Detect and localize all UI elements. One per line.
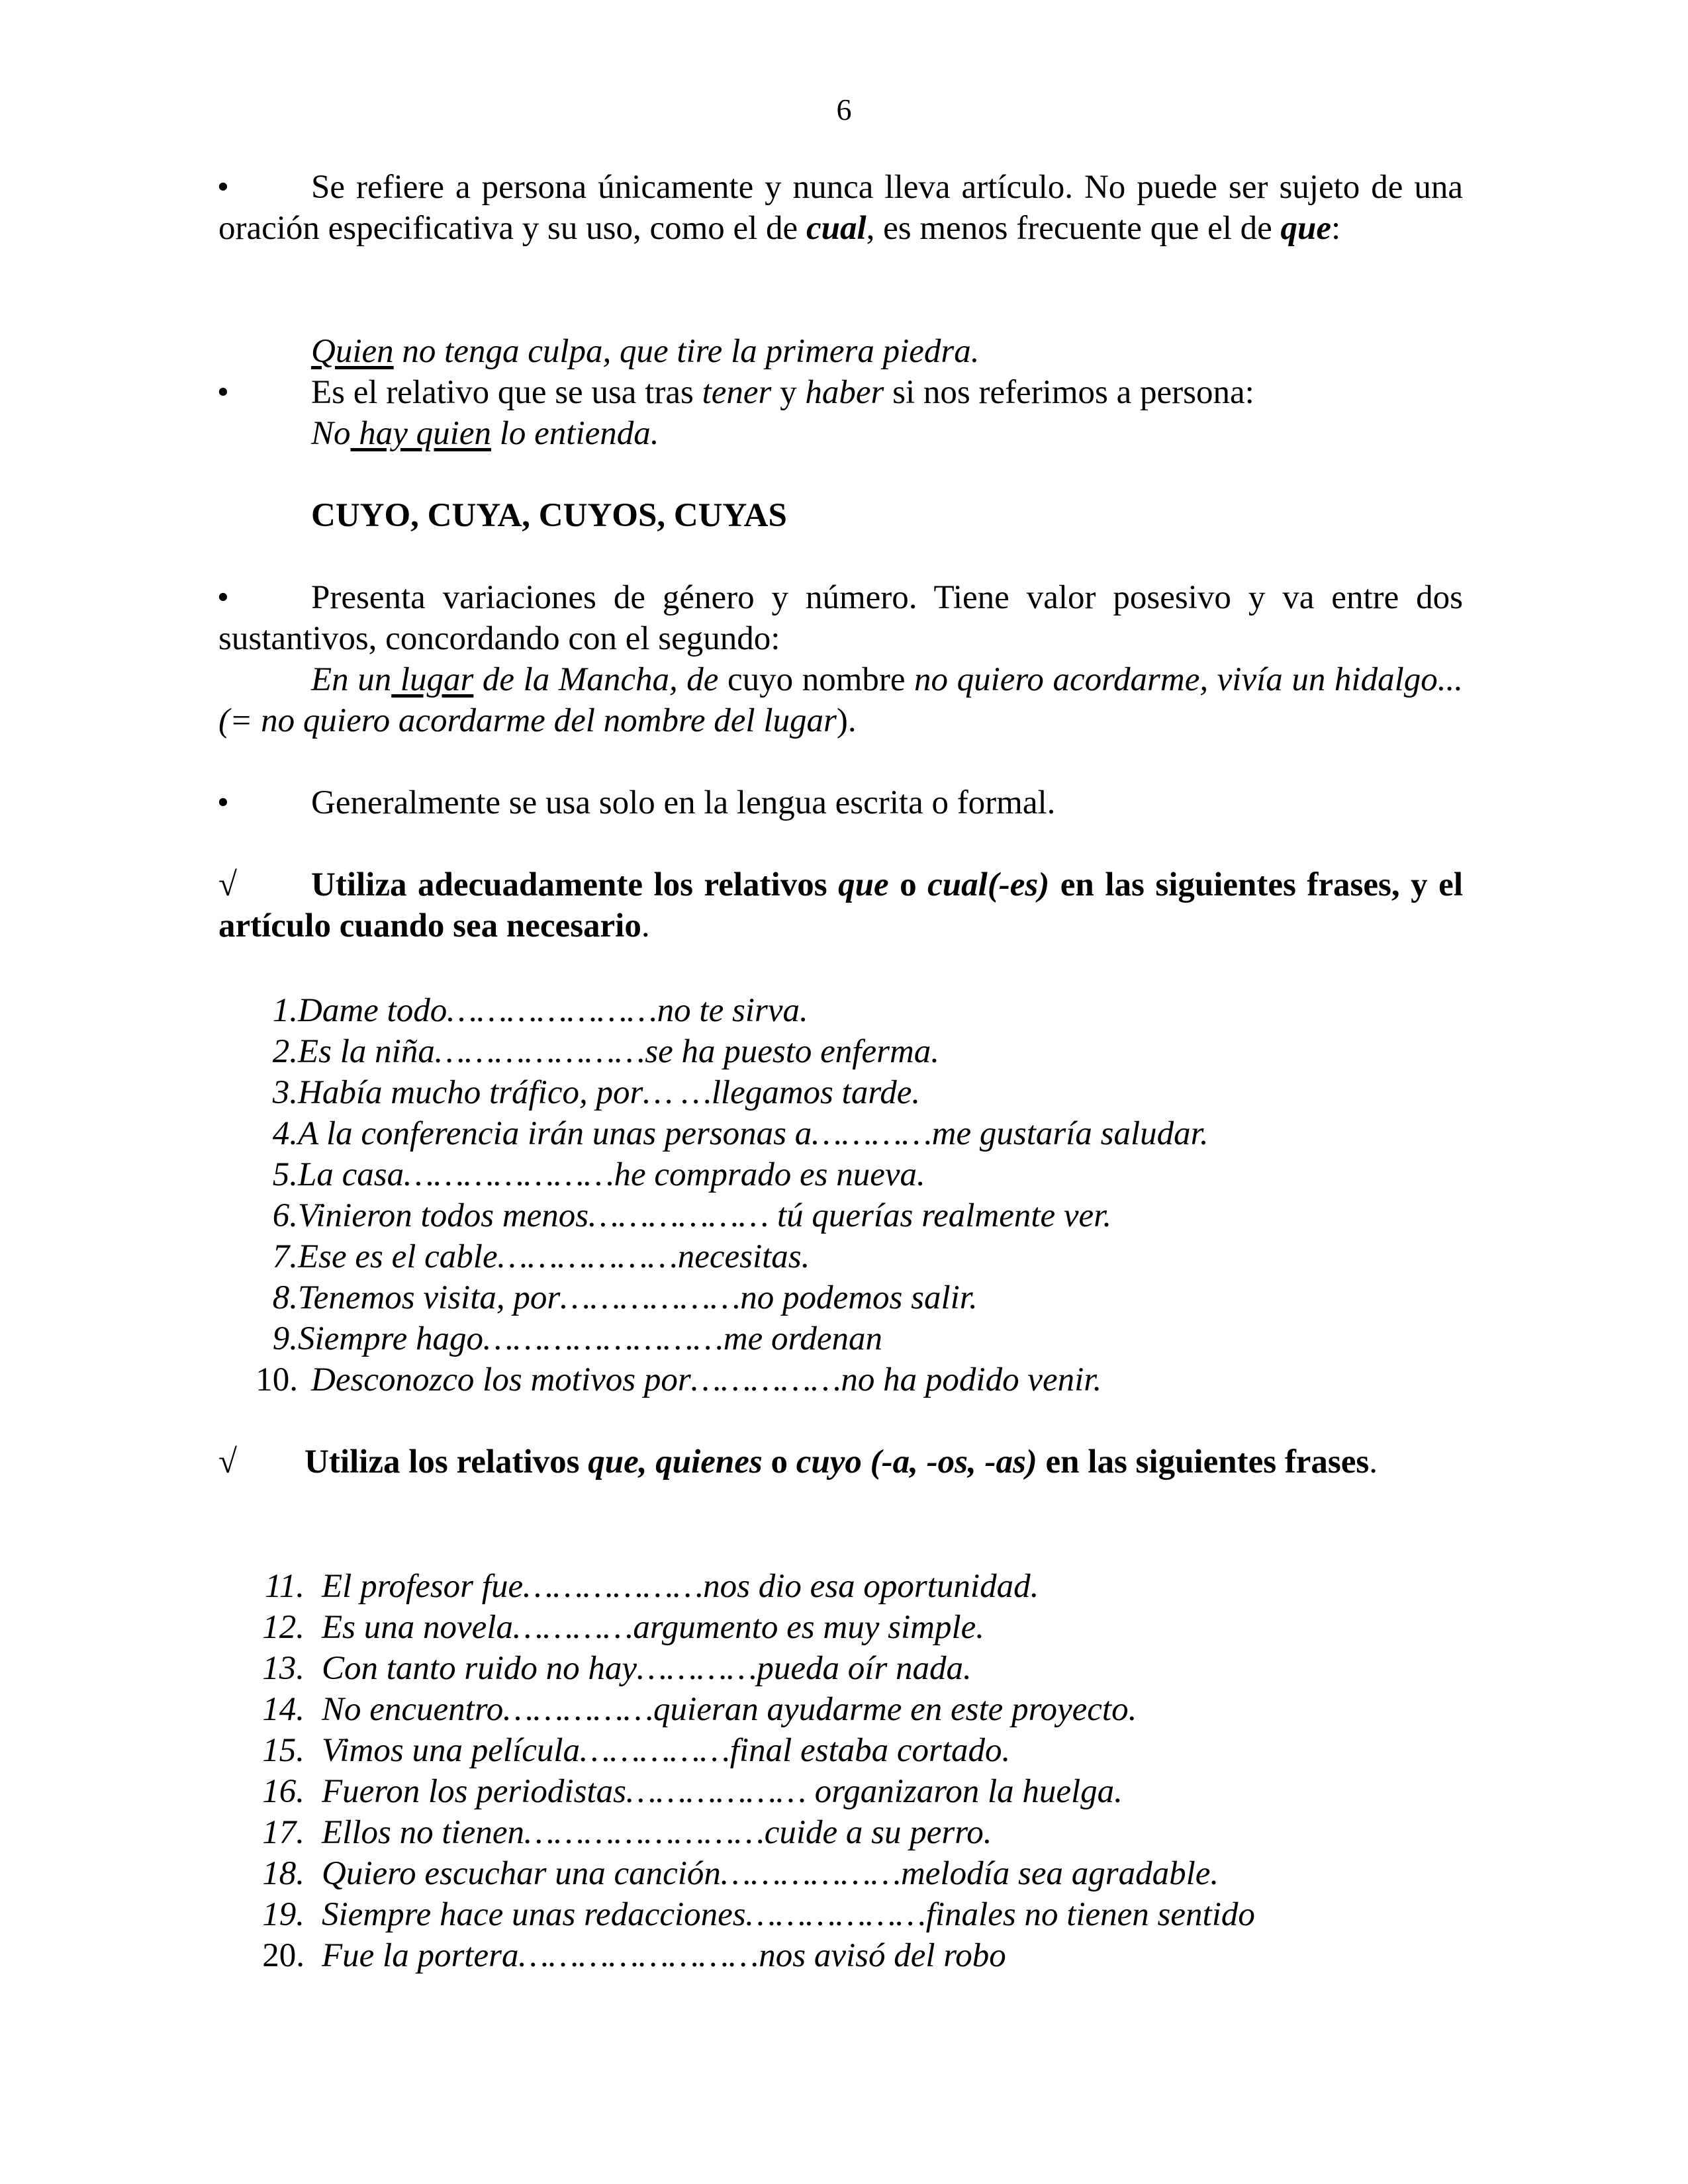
bullet-marker: • — [217, 579, 229, 616]
cuyo-rule-2: Generalmente se usa solo en la lengua escrita o formal. — [311, 784, 1056, 821]
bullet-marker: • — [217, 374, 229, 411]
underlined-hay-quien: hay quien — [350, 415, 491, 452]
underlined-quien: Quien — [311, 333, 394, 370]
underlined-lugar: lugar — [391, 661, 474, 698]
quien-rule-1: Se refiere a persona únicamente y nunca lleva artículo. No puede ser sujeto de una oración especificativa y su uso, como el de cual, es menos frecuente que el de que: — [218, 169, 1463, 247]
section-heading-cuyo: CUYO, CUYA, CUYOS, CUYAS — [311, 497, 787, 534]
term-haber: haber — [805, 374, 884, 411]
cuyo-example: En un lugar de la Mancha, de cuyo nombre no quiero acordarme, vivía un hidalgo...(= no quiero acordarme del nombre del lugar). — [218, 661, 1464, 739]
document-page: 6 • Se refiere a persona únicamente y nunca lleva artículo. No puede ser sujeto de una oración especificativa y su uso, como el de cual, es menos frecuente que el de que: Quien no tenga culpa, que tire la primera piedra. • Es el relativo que se usa tras tener y haber si nos referimos a persona: No hay quien lo entienda. CUYO, CUYA, CUYOS, CUYAS • Presenta variaciones de género y número. Tiene valor posesivo y va entre dos sustantivos, concordando con el segundo: En un lugar de la Mancha, de cuyo nombre no quiero acordarme, vivía un hidalgo...(= no quiero acordarme del nombre del lugar). • Generalmente se usa solo en la lengua escrita o formal. √ Utiliza adecuadamente los relativos que o cual(-es) en las siguientes frases, y el artículo cuando sea necesario. 1. Dame todo…………………no te sirva. 2. Es la niña…………………se ha puesto enferma. 3. Había mucho tráfico, por… …llegamos tarde. 4. A la conferencia irán unas personas a…………me gustaría saludar. 5. La casa…………………he comprado es nueva. 6. Vinieron todos menos……………… tú querías realmente ver. 7. Ese es el cable………………necesitas. 8. Tenemos visita, por………………no podemos salir. 9. Siempre hago……………………me ordenan 10. Desconozco los motivos por……………no ha podido venir. √ Utiliza los relativos que, quienes o cuyo (-a, -os, -as) en las siguientes frases. 11. El profesor fue………………nos dio esa oportunidad. 12. Es una novela…………argumento es muy simple. 13. Con tanto ruido no hay…………pueda oír nada. 14. No encuentro……………quieran ayudarme en este proyecto. 15. Vimos una película……………final estaba cortado. 16. Fueron los periodistas……………… organizaron la huelga. 17. Ellos no tienen……………………cuide a su perro. 18. Quiero escuchar una canción………………melodía sea agradable. 19. Siempre hace unas redacciones………………finales no tienen sentido 20. Fue la portera……………………nos avisó del robo — [0, 0, 1688, 2184]
quien-rule-2: Es el relativo que se usa tras tener y haber si nos referimos a persona: — [311, 374, 1254, 411]
term-cual: cual — [806, 210, 867, 247]
cuyo-nombre: cuyo nombre — [727, 661, 906, 698]
bullet-marker: • — [217, 169, 229, 206]
quien-example-2: No hay quien lo entienda. — [311, 415, 659, 452]
term-tener: tener — [702, 374, 772, 411]
check-mark: √ — [218, 1443, 237, 1480]
term-que: que — [1280, 210, 1332, 247]
cuyo-rule-1: Presenta variaciones de género y número. Tiene valor posesivo y va entre dos sustantivos, concordando con el segundo: — [218, 579, 1463, 657]
exercise1-instruction: Utiliza adecuadamente los relativos que o cual(-es) en las siguientes frases, y el artículo cuando sea necesario. — [218, 866, 1463, 944]
quien-example-1: Quien no tenga culpa, que tire la primera piedra. — [311, 333, 980, 370]
page-number: 6 — [836, 93, 852, 126]
check-mark: √ — [218, 866, 237, 903]
exercise2-instruction: Utiliza los relativos que, quienes o cuyo (-a, -os, -as) en las siguientes frases. — [305, 1443, 1378, 1480]
bullet-marker: • — [217, 784, 229, 821]
